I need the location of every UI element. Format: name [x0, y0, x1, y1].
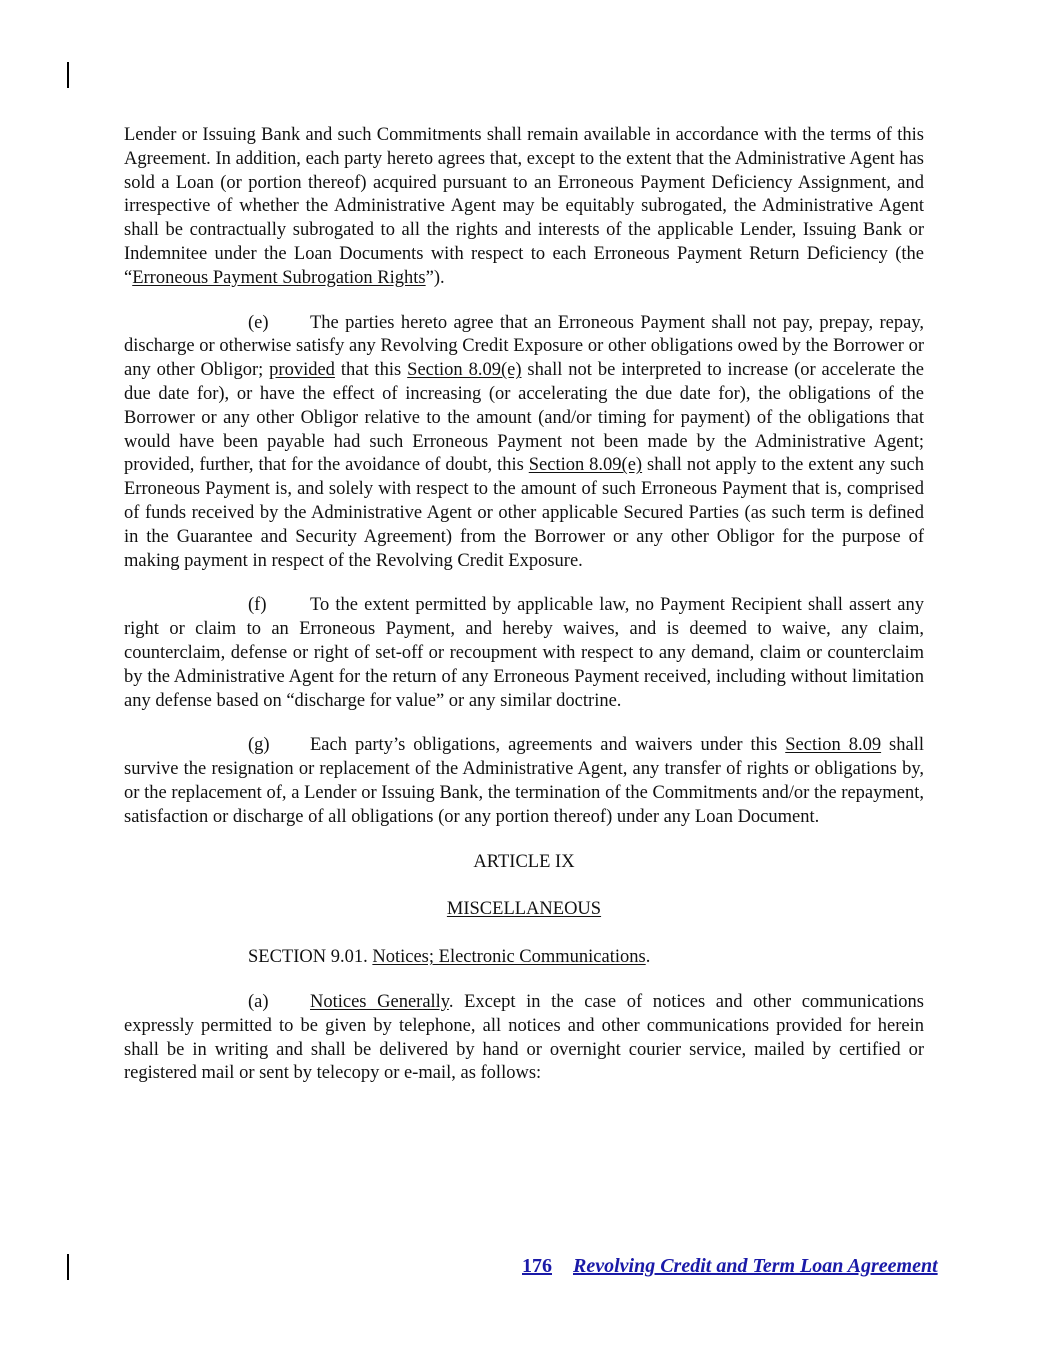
defined-term: Erroneous Payment Subrogation Rights: [132, 267, 426, 288]
paragraph-label: (g): [248, 735, 270, 756]
section-title: Notices; Electronic Communications: [372, 947, 646, 968]
paragraph-g: (g) Each party’s obligations, agreements and waivers under this Section 8.09 shall survive the resignation or replacement of the Administrative Agent, any transfer of rights or obligations by, or the replacement of, a Lender or Issuing Bank, the termination of the Commitments and/or the repayment, satisfaction or discharge of all obligations (or any portion thereof) under any Loan Document.: [124, 735, 925, 827]
section-reference: Section 8.09(e): [528, 455, 643, 476]
paragraph-e: (e) The parties hereto agree that an Erroneous Payment shall not pay, prepay, repay, discharge or otherwise satisfy any Revolving Credit Exposure or other obligations owed by the Borrower or any other Obligor; provided that this Section 8.09(e) shall not be interpreted to increase (or accelerate the due date for), or have the effect of increasing (or accelerating the due date for), the obligations of the Borrower or any other Obligor relative to the amount (and/or timing for payment) of the obligations that would have been payable had such Erroneous Payment not been made by the Administrative Agent; provided, further, that for the avoidance of doubt, this Section 8.09(e) shall not apply to the extent any such Erroneous Payment is, and solely with respect to the amount of such Erroneous Payment that is, comprised of funds received by the Administrative Agent or other applicable Secured Parties (as such term is defined in the Guarantee and Security Agreement) from the Borrower or any other Obligor for the purpose of making payment in respect of the Revolving Credit Exposure.: [124, 312, 924, 571]
revision-bar-top: [67, 62, 69, 88]
continuation-paragraph: Lender or Issuing Bank and such Commitments shall remain available in accordance with the terms of this Agreement. In addition, each party hereto agrees that, except to the extent that the Administrative Agent has sold a Loan (or portion thereof) acquired pursuant to an Erroneous Payment Deficiency Assignment, and irrespective of whether the Administrative Agent may be equitably subrogated, the Administrative Agent shall be contractually subrogated to all the rights and interests of the applicable Lender, Issuing Bank or Indemnitee under the Loan Documents with respect to each Erroneous Payment Return Deficiency (the “Erroneous Payment Subrogation Rights”).: [124, 125, 924, 288]
section-reference: Section 8.09(e): [407, 360, 522, 381]
paragraph-label: (e): [248, 312, 269, 333]
document-title-link[interactable]: Revolving Credit and Term Loan Agreement: [573, 1255, 938, 1277]
paragraph-a: (a) Notices Generally. Except in the case of notices and other communications expressly permitted to be given by telephone, all notices and other communications provided for herein shall be in writing and shall be delivered by hand or overnight courier service, mailed by certified or registered mail or sent by telecopy or e-mail, as follows:: [124, 991, 925, 1084]
revision-bar-bottom: [67, 1254, 69, 1280]
page-number-link[interactable]: 176: [522, 1255, 552, 1277]
section-heading: SECTION 9.01. Notices; Electronic Communications.: [248, 947, 651, 968]
paragraph-label: (f): [248, 595, 267, 616]
article-number: ARTICLE IX: [473, 851, 575, 872]
paragraph-label: (a): [248, 991, 269, 1012]
paragraph-f: (f) To the extent permitted by applicable law, no Payment Recipient shall assert any right or claim to an Erroneous Payment, and hereby waives, and is deemed to waive, any claim, counterclaim, defense or right of set-off or recoupment with respect to any demand, claim or counterclaim by the Administrative Agent for the return of any Erroneous Payment received, including without limitation any defense based on “discharge for value” or any similar doctrine.: [124, 595, 924, 711]
document-page: [124, 124, 924, 1107]
section-reference: Section 8.09: [785, 735, 882, 756]
page-footer: [522, 1255, 938, 1278]
paragraph-heading: Notices Generally: [310, 991, 449, 1012]
article-title: MISCELLANEOUS: [446, 899, 602, 920]
provided-term: provided: [269, 360, 335, 381]
